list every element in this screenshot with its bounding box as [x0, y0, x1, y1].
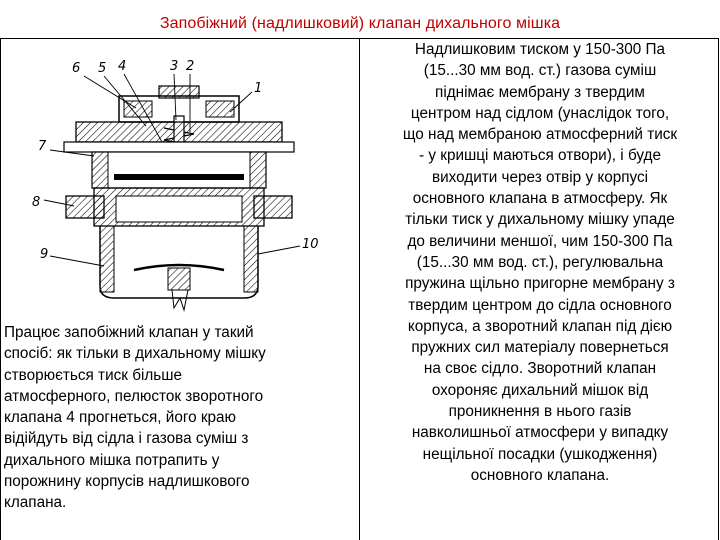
- label-4: 4: [118, 59, 127, 74]
- label-2: 2: [186, 59, 195, 74]
- right-paragraph: Надлишковим тиском у 150-300 Па (15...30 мм вод. ст.) газова суміш піднімає мембрану з твердим центром над сідлом (унаслідок того, що над мембраною атмосферний тиск - у кришці маються отвори), і буде виходити через отвір у корпусі основного клапана в атмосферу. Як тільки тиск у дихальному мішку упаде до величини меншої, чим 150-300 Па (15...30 мм вод. ст.), регулювальна пружина щільно пригорне мембрану з твердим центром до сідла основного корпуса, а зворотний клапан під дією пружних сил матеріалу повернеться на своє сідло. Зворотний клапан охороняє дихальний мішок від проникнення в нього газів навколишньої атмосфери у випадку нещільної посадки (ушкодження) основного клапана.: [402, 41, 678, 484]
- label-3: 3: [170, 59, 179, 74]
- label-6: 6: [72, 61, 81, 76]
- label-8: 8: [32, 195, 41, 210]
- lower-body: [100, 226, 258, 310]
- main-flange: [66, 188, 292, 226]
- label-10: 10: [302, 237, 319, 252]
- page-title: Запобіжний (надлишковий) клапан дихального мішка: [159, 15, 561, 32]
- label-7: 7: [38, 139, 47, 154]
- label-5: 5: [98, 61, 107, 76]
- label-9: 9: [40, 247, 49, 262]
- column-divider: [359, 38, 360, 540]
- valve-diagram: [4, 46, 354, 318]
- upper-body: [64, 122, 294, 188]
- left-paragraph: Працює запобіжний клапан у такий спосіб: як тільки в дихальному мішку створюється тиск більше атмосферного, пелюсток зворотного клапана 4 прогнеться, його краю відійдуть від сідла і газова суміш з дихального мішка потрапить у порожнину корпусів надлишкового клапана.: [4, 324, 266, 512]
- label-1: 1: [254, 81, 263, 96]
